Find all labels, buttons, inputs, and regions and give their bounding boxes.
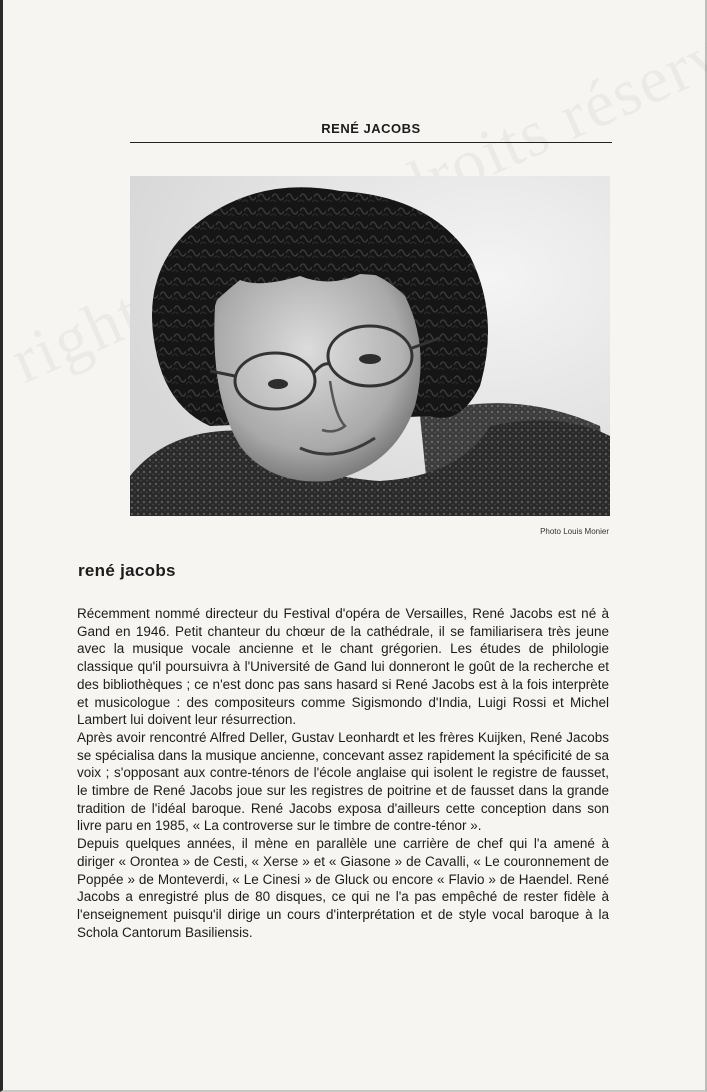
portrait-illustration xyxy=(130,176,610,516)
artist-name-heading: rené jacobs xyxy=(78,561,176,580)
portrait-photo xyxy=(130,176,610,516)
bio-paragraph: Récemment nommé directeur du Festival d'opéra de Versailles, René Jacobs est né à Gand en 1946. Petit chanteur du chœur de la cathédrale, il se familiarisera très jeune avec la musique vocale ancienne et le chant grégorien. Les études de philologie classique qu'il poursuivra à l'Université de Gand lui donneront le goût de la recherche et des bibliothèques ; ce n'est donc pas sans hasard si René Jacobs est à la fois interprète et musicologue : des compositeurs comme Sigismondo d'India, Luigi Rossi et Michel Lambert lui doivent leur résurrection. xyxy=(77,606,609,728)
biography-text xyxy=(77,605,609,941)
header-rule xyxy=(130,142,612,143)
photo-credit: Photo Louis Monier xyxy=(540,527,609,536)
bio-paragraph: Depuis quelques années, il mène en parallèle une carrière de chef qui l'a amené à diriger « Orontea » de Cesti, « Xerse » et « Giasone » de Cavalli, « Le couronnement de Poppée » de Monteverdi, « Le Cinesi » de Gluck ou encore « Flavio » de Haendel. René Jacobs a enregistré plus de 80 disques, ce qui ne l'a pas empêché de rester fidèle à l'enseignement puisqu'il dirige un cours d'interprétation et de style vocal baroque à la Schola Cantorum Basiliensis. xyxy=(77,836,609,940)
bio-paragraph: Après avoir rencontré Alfred Deller, Gustav Leonhardt et les frères Kuijken, René Jacobs se spécialisa dans la musique ancienne, concevant assez rapidement la spécificité de sa voix ; s'opposant aux contre-ténors de l'école anglaise qui isolent le registre de fausset, le timbre de René Jacobs joue sur les registres de poitrine et de fausset dans la grande tradition de l'idéal baroque. René Jacobs exposa d'ailleurs cette conception dans son livre paru en 1985, « La controverse sur le timbre de contre-ténor ». xyxy=(77,729,609,834)
page-header-title: RENÉ JACOBS xyxy=(321,121,421,136)
